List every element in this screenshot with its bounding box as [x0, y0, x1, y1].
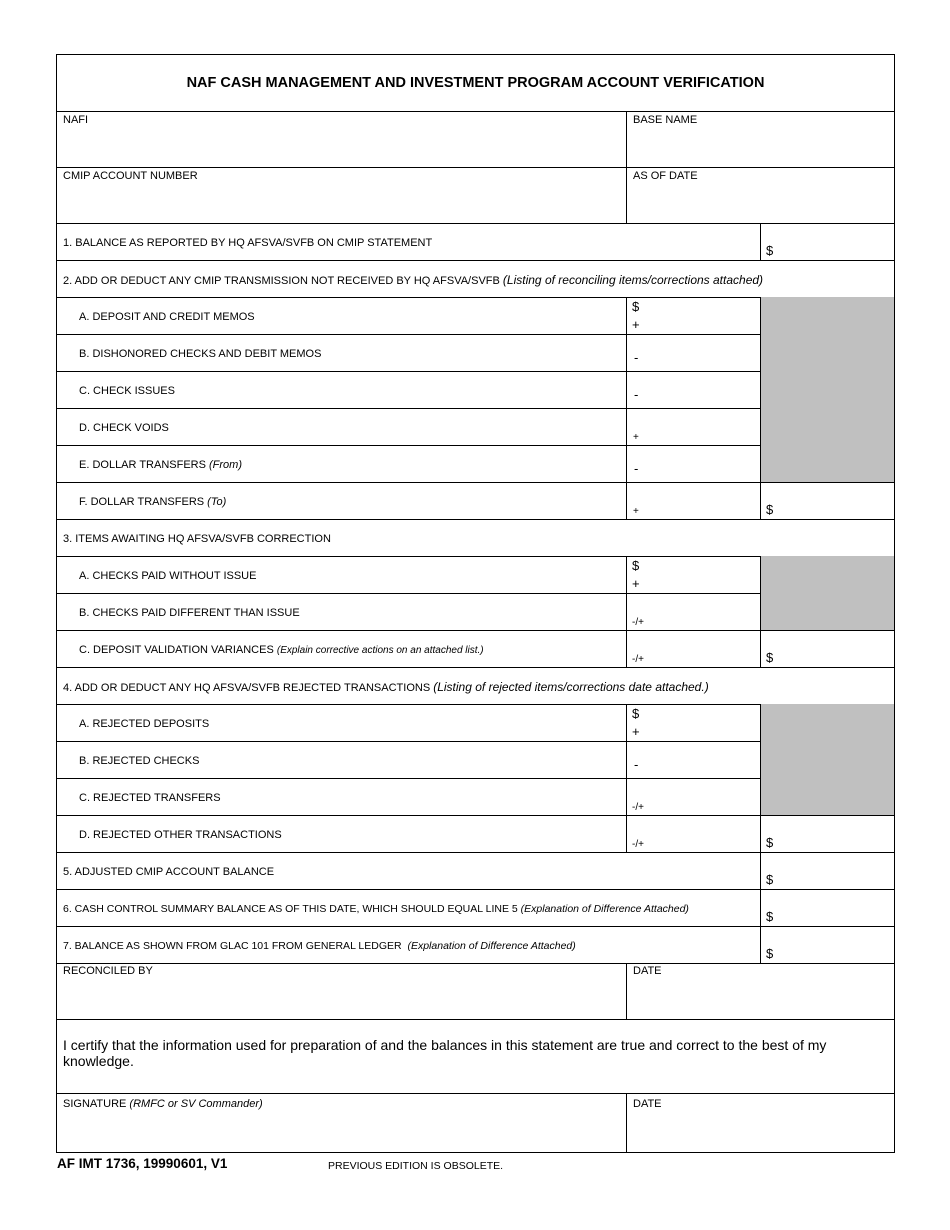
signature-label: SIGNATURE (RMFC or SV Commander)	[63, 1098, 263, 1110]
line-4b-minus: -	[634, 757, 639, 772]
line-3b-row[interactable]	[57, 593, 894, 631]
line-2c-minus: -	[634, 387, 639, 402]
line-2a-row[interactable]	[57, 297, 894, 335]
line-3b-label: B. CHECKS PAID DIFFERENT THAN ISSUE	[79, 607, 300, 619]
line-3c-label: C. DEPOSIT VALIDATION VARIANCES (Explain corrective actions on an attached list.)	[79, 644, 484, 656]
line-7-label: 7. BALANCE AS SHOWN FROM GLAC 101 FROM GENERAL LEDGER (Explanation of Difference Attached)	[63, 940, 576, 952]
line-4d-row[interactable]	[57, 815, 894, 853]
verification-form	[56, 54, 895, 1153]
certification-text: I certify that the information used for preparation of and the balances in this statement are true and correct to the best of my knowledge.	[63, 1037, 827, 1069]
line-4a-row[interactable]	[57, 704, 894, 742]
line-2f-plus: +	[633, 506, 639, 517]
line-3c-dollar: $	[766, 650, 774, 665]
line-2a-label: A. DEPOSIT AND CREDIT MEMOS	[79, 311, 255, 323]
line-4a-label: A. REJECTED DEPOSITS	[79, 718, 210, 730]
line-2-row	[57, 260, 894, 298]
line-2f-row[interactable]	[57, 482, 894, 520]
certification-row	[57, 1019, 894, 1094]
line-4d-label: D. REJECTED OTHER TRANSACTIONS	[79, 829, 282, 841]
line-3-label: 3. ITEMS AWAITING HQ AFSVA/SVFB CORRECTION	[63, 533, 331, 545]
line-4b-label: B. REJECTED CHECKS	[79, 755, 200, 767]
base-name-label: BASE NAME	[633, 114, 698, 126]
line-3a-dollar: $	[632, 558, 640, 573]
as-of-date-label: AS OF DATE	[633, 170, 698, 182]
line-2b-label: B. DISHONORED CHECKS AND DEBIT MEMOS	[79, 348, 322, 360]
reconciled-by-label: RECONCILED BY	[63, 965, 153, 977]
line-4a-dollar: $	[632, 706, 640, 721]
line-4-row	[57, 667, 894, 705]
line-4c-label: C. REJECTED TRANSFERS	[79, 792, 221, 804]
line-4c-row[interactable]	[57, 778, 894, 816]
line-5-label: 5. ADJUSTED CMIP ACCOUNT BALANCE	[63, 866, 275, 878]
form-title: NAF CASH MANAGEMENT AND INVESTMENT PROGRAM ACCOUNT VERIFICATION	[186, 75, 765, 91]
line-2e-minus: -	[634, 461, 639, 476]
line-2a-dollar: $	[632, 299, 640, 314]
line-1-label: 1. BALANCE AS REPORTED BY HQ AFSVA/SVFB ON CMIP STATEMENT	[63, 237, 433, 249]
line-4c-plus-minus: -/+	[632, 802, 644, 813]
line-2d-label: D. CHECK VOIDS	[79, 422, 169, 434]
line-2a-plus: +	[632, 317, 640, 332]
line-4-label: 4. ADD OR DEDUCT ANY HQ AFSVA/SVFB REJECTED TRANSACTIONS (Listing of rejected items/corrections date attached.)	[63, 680, 709, 694]
title-row	[57, 55, 894, 112]
line-3a-plus: +	[632, 576, 640, 591]
line-2-label: 2. ADD OR DEDUCT ANY CMIP TRANSMISSION NOT RECEIVED BY HQ AFSVA/SVFB (Listing of reconciling items/corrections attached)	[63, 273, 764, 287]
line-2f-label: F. DOLLAR TRANSFERS (To)	[79, 496, 227, 508]
line-2d-row[interactable]	[57, 408, 894, 446]
line-6-dollar: $	[766, 909, 774, 924]
line-4a-plus: +	[632, 724, 640, 739]
line-4d-dollar: $	[766, 835, 774, 850]
line-2f-dollar: $	[766, 502, 774, 517]
line-3a-row[interactable]	[57, 556, 894, 594]
line-2e-row[interactable]	[57, 445, 894, 483]
form-id: AF IMT 1736, 19990601, V1	[57, 1156, 228, 1171]
line-5-row[interactable]	[57, 852, 894, 890]
reconciled-row[interactable]	[57, 963, 894, 1020]
line-2c-row[interactable]	[57, 371, 894, 409]
reconciled-date-label: DATE	[633, 965, 662, 977]
line-2b-minus: -	[634, 350, 639, 365]
line-3-row	[57, 519, 894, 557]
line-7-dollar: $	[766, 946, 774, 961]
line-2e-label: E. DOLLAR TRANSFERS (From)	[79, 459, 243, 471]
line-7-row[interactable]	[57, 926, 894, 964]
line-1-dollar: $	[766, 243, 774, 258]
line-3a-label: A. CHECKS PAID WITHOUT ISSUE	[79, 570, 257, 582]
line-6-label: 6. CASH CONTROL SUMMARY BALANCE AS OF THIS DATE, WHICH SHOULD EQUAL LINE 5 (Explanation of Difference Attached)	[63, 903, 689, 915]
nafi-row[interactable]	[57, 111, 894, 168]
obsolete-note: PREVIOUS EDITION IS OBSOLETE.	[328, 1160, 504, 1172]
line-4b-row[interactable]	[57, 741, 894, 779]
line-2d-plus: +	[633, 432, 639, 443]
line-3c-row[interactable]	[57, 630, 894, 668]
line-2c-label: C. CHECK ISSUES	[79, 385, 175, 397]
line-1-row[interactable]	[57, 223, 894, 261]
line-5-dollar: $	[766, 872, 774, 887]
cmip-account-label: CMIP ACCOUNT NUMBER	[63, 170, 198, 182]
line-2b-row[interactable]	[57, 334, 894, 372]
signature-date-label: DATE	[633, 1098, 662, 1110]
line-6-row[interactable]	[57, 889, 894, 927]
account-row[interactable]	[57, 167, 894, 224]
line-3c-plus-minus: -/+	[632, 654, 644, 665]
nafi-label: NAFI	[63, 114, 89, 126]
line-4d-plus-minus: -/+	[632, 839, 644, 850]
signature-row[interactable]	[57, 1093, 894, 1152]
line-3b-plus-minus: -/+	[632, 617, 644, 628]
